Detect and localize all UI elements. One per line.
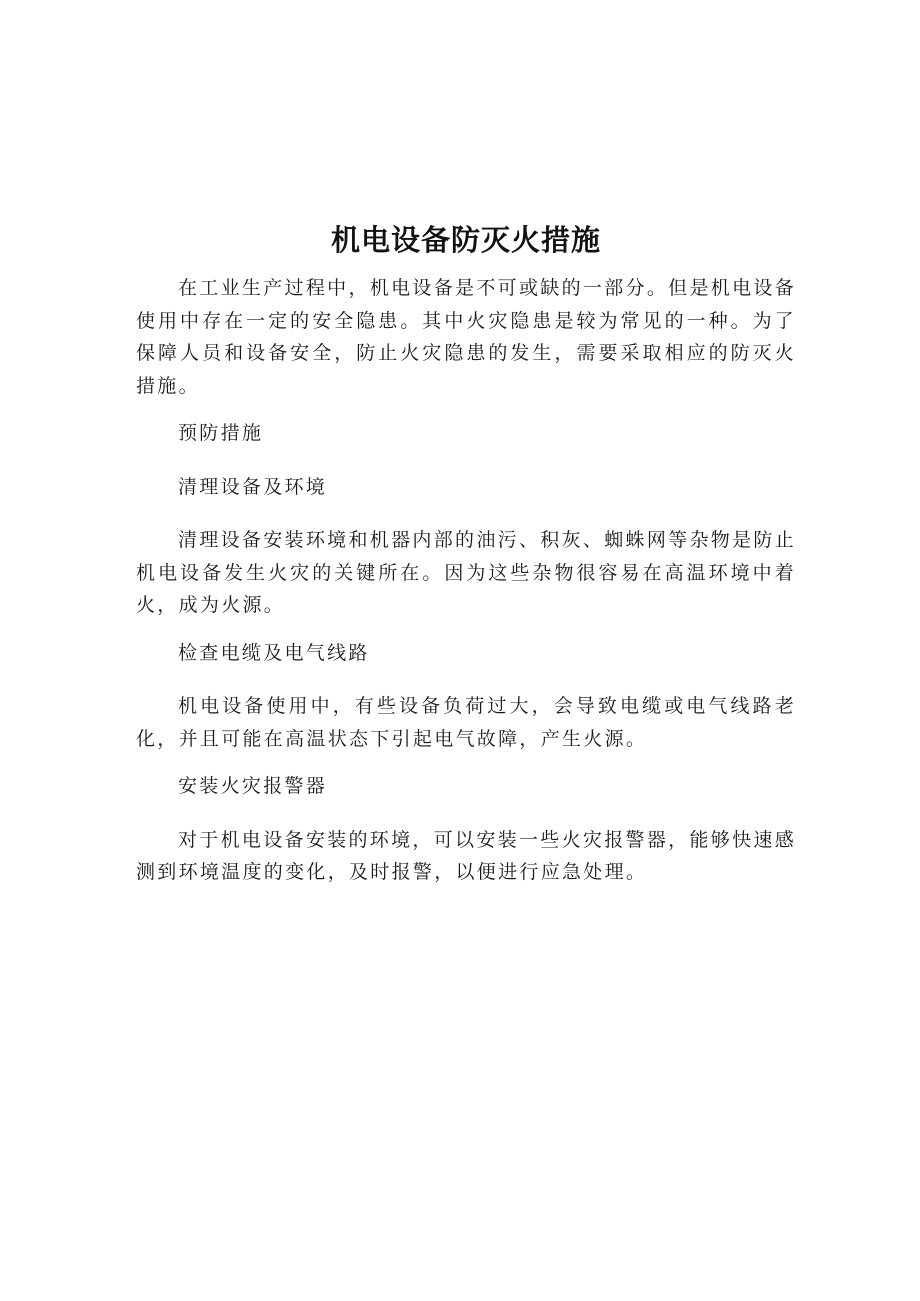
- document-page: [136, 214, 796, 904]
- item-heading-fire-alarm: 安装火灾报警器: [178, 775, 328, 797]
- section-heading-prevention: 预防措施: [178, 422, 264, 444]
- document-title: 机电设备防灭火措施: [330, 223, 601, 257]
- item-paragraph-fire-alarm: 对于机电设备安装的环境，可以安装一些火灾报警器，能够快速感测到环境温度的变化，及时报警，以便进行应急处理。: [136, 828, 796, 883]
- item-heading-clean-equipment: 清理设备及环境: [178, 475, 328, 498]
- item-paragraph-check-cables: 机电设备使用中，有些设备负荷过大，会导致电缆或电气线路老化，并且可能在高温状态下引起电气故障，产生火源。: [136, 695, 796, 750]
- intro-paragraph: 在工业生产过程中，机电设备是不可或缺的一部分。但是机电设备使用中存在一定的安全隐患。其中火灾隐患是较为常见的一种。为了保障人员和设备安全，防止火灾隐患的发生，需要采取相应的防灭火措施。: [136, 277, 796, 397]
- item-paragraph-clean-equipment: 清理设备安装环境和机器内部的油污、积灰、蜘蛛网等杂物是防止机电设备发生火灾的关键所在。因为这些杂物很容易在高温环境中着火，成为火源。: [136, 529, 796, 616]
- item-heading-check-cables: 检查电缆及电气线路: [178, 641, 370, 664]
